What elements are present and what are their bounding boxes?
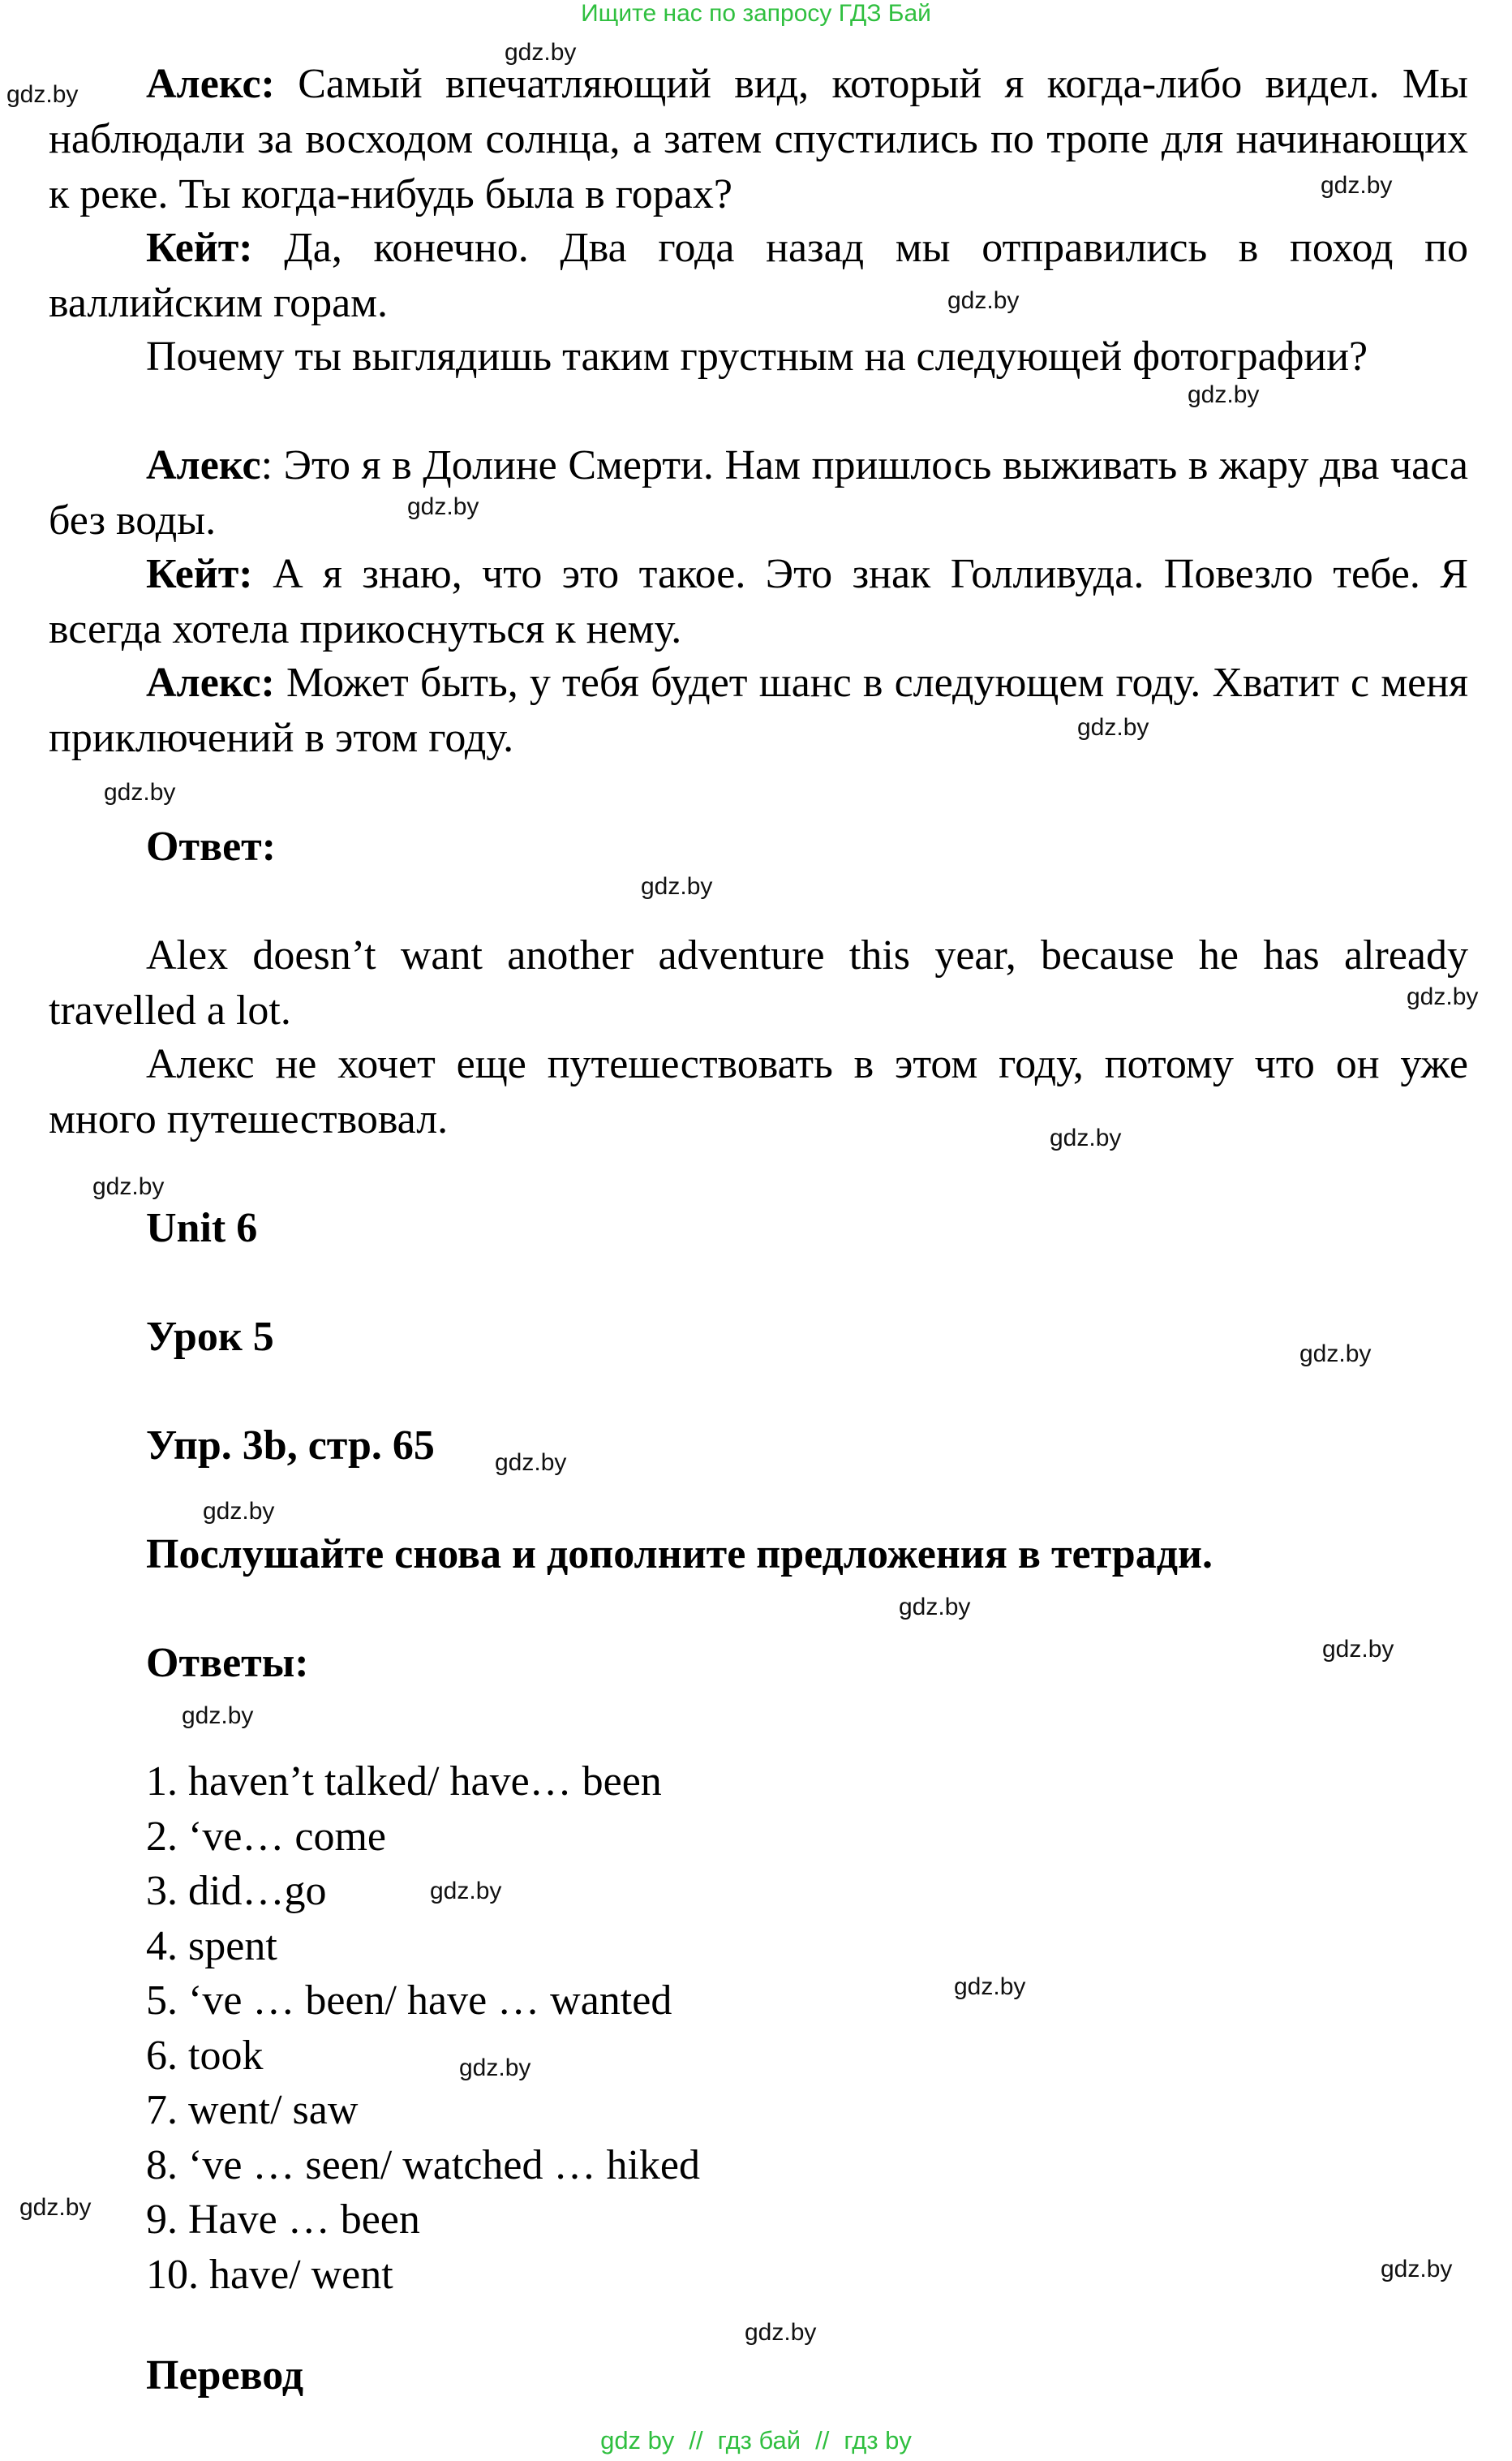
watermark: gdz.by: [6, 81, 79, 108]
dialogue-text: Может быть, у тебя будет шанс в следующем году. Хватит с меня приключений в этом году.: [49, 660, 1468, 761]
dialogue-line-alex-1: [49, 57, 1468, 222]
watermark: gdz.by: [495, 1449, 567, 1476]
dialogue-text: : Это я в Долине Смерти. Нам пришлось выживать в жару два часа без воды.: [49, 442, 1468, 544]
watermark: gdz.by: [1381, 2256, 1453, 2282]
dialogue-line-kate-1: [49, 221, 1468, 331]
bottom-banner: [0, 2424, 1512, 2457]
list-item: 3. did…go: [146, 1868, 327, 1914]
unit-title: Unit 6: [146, 1205, 258, 1251]
top-banner[interactable]: Ищите нас по запросу ГДЗ Бай: [581, 0, 931, 27]
dialogue-text: Да, конечно. Два года назад мы отправились в поход по валлийским горам.: [49, 225, 1468, 326]
answer-russian: Алекс не хочет еще путешествовать в этом году, потому что он уже много путешествовал.: [49, 1041, 1468, 1142]
speaker-name: Кейт:: [146, 551, 253, 597]
watermark: gdz.by: [641, 873, 713, 900]
list-item: 7. went/ saw: [146, 2087, 359, 2133]
dialogue-line-alex-3: [49, 656, 1468, 766]
watermark: gdz.by: [1322, 1636, 1394, 1663]
watermark: gdz.by: [19, 2194, 92, 2221]
list-item: 2. ‘ve… come: [146, 1813, 387, 1860]
watermark: gdz.by: [459, 2054, 531, 2081]
watermark: gdz.by: [954, 1973, 1026, 2000]
speaker-name: Алекс: [146, 442, 261, 488]
watermark: gdz.by: [1050, 1125, 1122, 1151]
translation-heading: Перевод: [146, 2352, 304, 2399]
separator: //: [815, 2426, 830, 2455]
dialogue-line-kate-2: [49, 329, 1468, 385]
dialogue-text: А я знаю, что это такое. Это знак Голливуда. Повезло тебе. Я всегда хотела прикоснуться к нему.: [49, 551, 1468, 652]
lesson-title: Урок 5: [146, 1314, 274, 1360]
answer-english: Alex doesn’t want another adventure this year, because he has already travelled a lot.: [49, 932, 1468, 1034]
speaker-name: Кейт:: [146, 225, 253, 271]
list-item: 8. ‘ve … seen/ watched … hiked: [146, 2141, 701, 2188]
watermark: gdz.by: [947, 287, 1020, 314]
separator: //: [689, 2426, 703, 2455]
dialogue-text: Почему ты выглядишь таким грустным на следующей фотографии?: [146, 333, 1368, 380]
watermark: gdz.by: [203, 1498, 275, 1525]
list-item: 10. have/ went: [146, 2251, 393, 2298]
dialogue-line-kate-3: [49, 547, 1468, 657]
watermark: gdz.by: [430, 1878, 502, 1904]
list-item: 1. haven’t talked/ have… been: [146, 1758, 662, 1805]
bottom-link[interactable]: gdz by: [600, 2426, 675, 2455]
answers-heading: Ответы:: [146, 1640, 309, 1686]
answer-heading: Ответ:: [146, 824, 277, 870]
list-item: 6. took: [146, 2032, 264, 2079]
list-item: 9. Have … been: [146, 2196, 420, 2243]
answers-list: [146, 1754, 700, 2302]
exercise-title: Упр. 3b, стр. 65: [146, 1422, 435, 1469]
bottom-link[interactable]: гдз by: [844, 2426, 912, 2455]
watermark: gdz.by: [1188, 381, 1260, 408]
watermark: gdz.by: [407, 493, 479, 520]
speaker-name: Алекс:: [146, 660, 275, 706]
watermark: gdz.by: [505, 39, 577, 66]
list-item: 5. ‘ve … been/ have … wanted: [146, 1977, 672, 2024]
dialogue-text: Самый впечатляющий вид, который я когда-либо видел. Мы наблюдали за восходом солнца, а затем спустились по тропе для начинающих к реке. Ты когда-нибудь была в горах?: [49, 61, 1468, 217]
watermark: gdz.by: [182, 1702, 254, 1729]
list-item: 4. spent: [146, 1922, 277, 1969]
dialogue-line-alex-2: [49, 438, 1468, 549]
watermark: gdz.by: [1321, 172, 1393, 199]
watermark: gdz.by: [745, 2319, 817, 2346]
watermark: gdz.by: [1407, 983, 1479, 1010]
task-instruction: Послушайте снова и дополните предложения в тетради.: [146, 1531, 1213, 1577]
watermark: gdz.by: [899, 1594, 971, 1620]
bottom-link[interactable]: гдз бай: [717, 2426, 801, 2455]
speaker-name: Алекс:: [146, 61, 275, 107]
watermark: gdz.by: [1299, 1340, 1372, 1367]
watermark: gdz.by: [1077, 714, 1149, 741]
watermark: gdz.by: [104, 779, 176, 806]
watermark: gdz.by: [92, 1173, 165, 1200]
